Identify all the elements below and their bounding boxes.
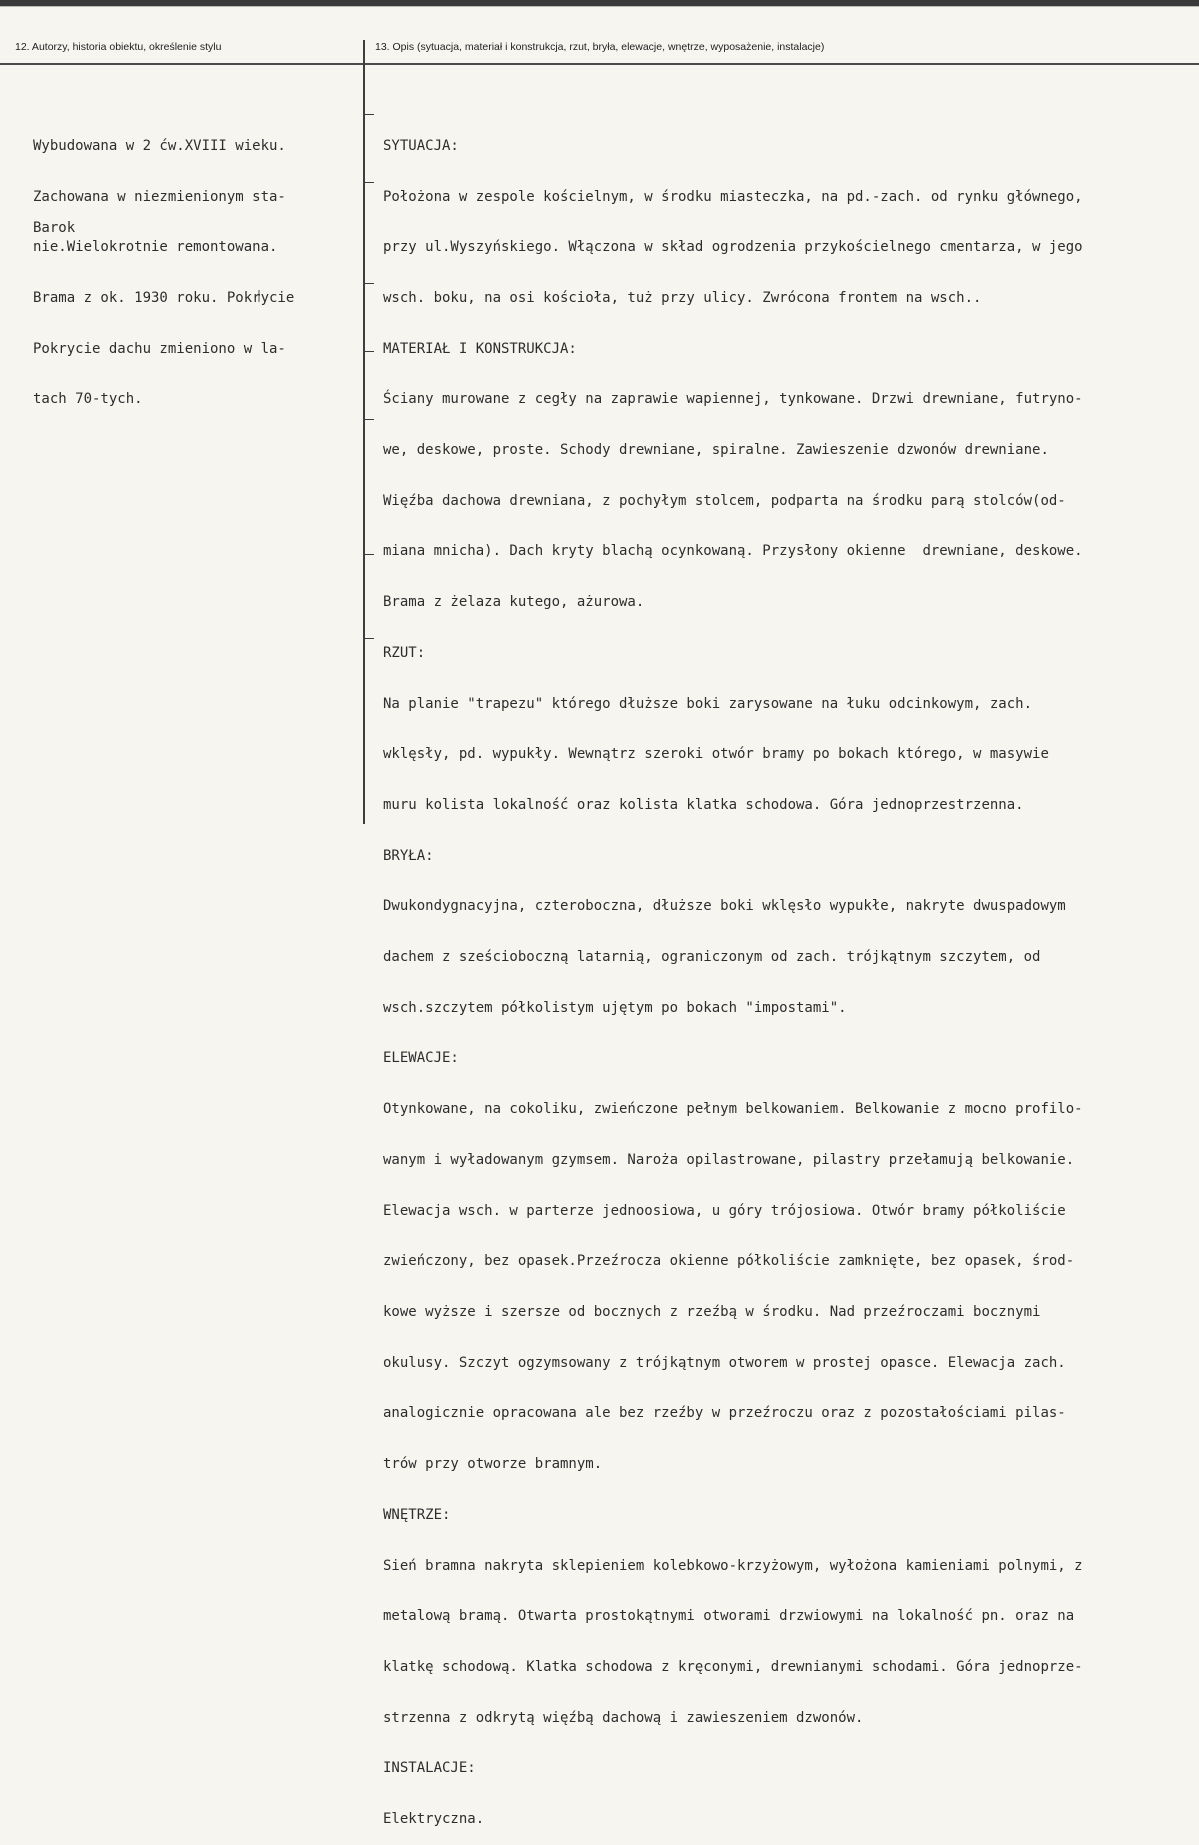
header-divider [0, 63, 1199, 65]
section-heading: MATERIAŁ I KONSTRUKCJA: [383, 340, 577, 357]
section-heading: SYTUACJA: [383, 137, 459, 154]
description-line: analogicznie opracowana ale bez rzeźby w przeźroczu oraz z pozostałościami pilas- [383, 1405, 1066, 1422]
description-line: Sień bramna nakryta sklepieniem kolebkowo-krzyżowym, wyłożona kamieniami polnymi, z [383, 1557, 1083, 1574]
section-tick-rzut [365, 283, 374, 284]
description-line: Na planie "trapezu" którego dłuższe boki zarysowane na łuku odcinkowym, zach. [383, 695, 1033, 712]
history-line: Zachowana w niezmienionym sta- [33, 188, 286, 205]
description-line: Położona w zespole kościelnym, w środku miasteczka, na pd.-zach. od rynku głównego, [383, 188, 1083, 205]
section-tick-bryla [365, 351, 374, 352]
description-line: Elewacja wsch. w parterze jednoosiowa, u góry trójosiowa. Otwór bramy półkoliście [383, 1202, 1066, 1219]
description-line: klatkę schodową. Klatka schodowa z kręconymi, drewnianymi schodami. Góra jednoprze- [383, 1658, 1083, 1675]
description-line: trów przy otworze bramnym. [383, 1456, 603, 1473]
style-text: Barok [33, 220, 76, 236]
section-heading: RZUT: [383, 644, 426, 661]
section-tick-sytuacja [365, 114, 374, 115]
section-12-header: 12. Autorzy, historia obiektu, określenie stylu [15, 41, 222, 53]
description-line: muru kolista lokalność oraz kolista klatka schodowa. Góra jednoprzestrzenna. [383, 796, 1024, 813]
history-text [33, 104, 294, 425]
description-line: wanym i wyładowanym gzymsem. Naroża opilastrowane, pilastry przełamują belkowanie. [383, 1151, 1075, 1168]
sheet-top-shadow [0, 6, 1199, 7]
section-heading: BRYŁA: [383, 847, 434, 864]
column-divider [363, 40, 365, 824]
history-line: nie.Wielokrotnie remontowana. [33, 239, 278, 256]
history-line: Brama z ok. 1930 roku. Pokrycie [33, 289, 295, 306]
section-tick-material [365, 182, 374, 183]
section-heading: INSTALACJE: [383, 1760, 476, 1777]
description-line: Dwukondygnacyjna, czteroboczna, dłuższe boki wklęsło wypukłe, nakryte dwuspadowym [383, 898, 1066, 915]
description-line: przy ul.Wyszyńskiego. Włączona w skład ogrodzenia przykościelnego cmentarza, w jego [383, 239, 1083, 256]
description-text [383, 104, 1083, 1845]
description-line: we, deskowe, proste. Schody drewniane, spiralne. Zawieszenie dzwonów drewniane. [383, 442, 1049, 459]
section-tick-elewacje [365, 419, 374, 420]
description-line: metalową bramą. Otwarta prostokątnymi otworami drzwiowymi na lokalność pn. oraz na [383, 1608, 1075, 1625]
section-heading: WNĘTRZE: [383, 1506, 451, 1523]
description-line: okulusy. Szczyt ogzymsowany z trójkątnym otworem w prostej opasce. Elewacja zach. [383, 1354, 1066, 1371]
section-13-header: 13. Opis (sytuacja, materiał i konstrukcja, rzut, bryła, elewacje, wnętrze, wyposażenie, instalacje) [375, 41, 825, 53]
description-line: miana mnicha). Dach kryty blachą ocynkowaną. Przysłony okienne drewniane, deskowe. [383, 543, 1083, 560]
section-tick-wnetrze [365, 554, 374, 555]
section-heading: ELEWACJE: [383, 1050, 459, 1067]
history-line: Pokrycie dachu zmieniono w la- [33, 340, 286, 357]
description-line: Ściany murowane z cegły na zaprawie wapiennej, tynkowane. Drzwi drewniane, futryno- [383, 391, 1083, 408]
description-line: Brama z żelaza kutego, ażurowa. [383, 594, 645, 611]
section-tick-instalacje [365, 638, 374, 639]
description-line: wklęsły, pd. wypukły. Wewnątrz szeroki otwór bramy po bokach którego, w masywie [383, 746, 1049, 763]
description-line: wsch. boku, na osi kościoła, tuż przy ulicy. Zwrócona frontem na wsch.. [383, 289, 982, 306]
description-line: dachem z sześcioboczną latarnią, ograniczonym od zach. trójkątnym szczytem, od [383, 949, 1041, 966]
description-line: kowe wyższe i szersze od bocznych z rzeźbą w środku. Nad przeźroczami bocznymi [383, 1303, 1041, 1320]
description-line: Więźba dachowa drewniana, z pochyłym stolcem, podparta na środku parą stolców(od- [383, 492, 1066, 509]
description-line: wsch.szczytem półkolistym ujętym po bokach "impostami". [383, 999, 847, 1016]
history-line: Wybudowana w 2 ćw.XVIII wieku. [33, 137, 286, 154]
description-line: Otynkowane, na cokoliku, zwieńczone pełnym belkowaniem. Belkowanie z mocno profilo- [383, 1101, 1083, 1118]
history-line: tach 70-tych. [33, 391, 143, 408]
description-line: strzenna z odkrytą więźbą dachową i zawieszeniem dzwonów. [383, 1709, 864, 1726]
description-line: zwieńczony, bez opasek.Przeźrocza okienne półkoliście zamknięte, bez opasek, środ- [383, 1253, 1075, 1270]
description-line: Elektryczna. [383, 1811, 485, 1828]
